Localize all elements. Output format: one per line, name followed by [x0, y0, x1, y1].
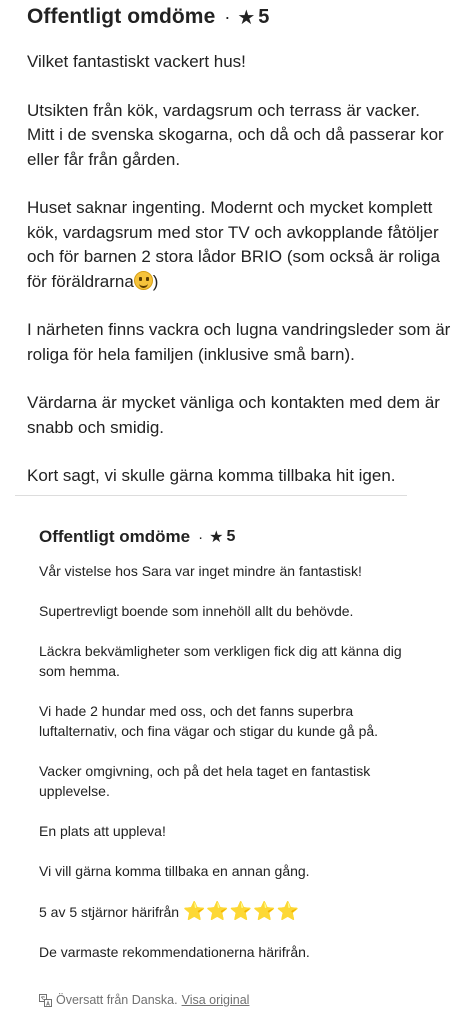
review-paragraph: En plats att uppleva! [39, 823, 166, 839]
review-paragraph-text: Huset saknar ingenting. Modernt och mycket komplett kök, vardagsrum med stor TV och avkopplande fåtöljer och för barnen 2 stora lådor BRIO (som också är roliga för föräldrarna [27, 198, 440, 291]
rating-value: 5 [226, 528, 236, 545]
review-paragraph: Vacker omgivning, och på det hela taget en fantastisk upplevelse. [39, 763, 371, 799]
review-title: Offentligt omdöme [39, 527, 191, 546]
review-card-1 [27, 0, 452, 513]
review-paragraph: Vilket fantastiskt vackert hus! [27, 52, 246, 71]
rating-value: 5 [258, 5, 270, 28]
separator-dot: · [224, 7, 231, 27]
review-paragraph: Värdarna är mycket vänliga och kontakten med dem är snabb och smidig. [27, 393, 440, 437]
review-paragraph: Kort sagt, vi skulle gärna komma tillbaka hit igen. [27, 466, 396, 485]
review-paragraph: Vår vistelse hos Sara var inget mindre än fantastisk! [39, 563, 362, 579]
grinning-face-icon [134, 271, 153, 290]
review-paragraph: Läckra bekvämligheter som verkligen fick dig att känna dig som hemma. [39, 643, 402, 679]
review-paragraph: De varmaste rekommendationerna härifrån. [39, 944, 310, 960]
separator-dot: · [198, 528, 204, 546]
section-divider [15, 495, 407, 496]
review-paragraph [27, 196, 452, 294]
translation-footer [39, 993, 249, 1007]
review-card-2 [39, 522, 419, 982]
review-header [39, 522, 419, 552]
review-body [27, 50, 452, 489]
review-paragraph [39, 901, 419, 922]
show-original-link[interactable]: Visa original [181, 993, 250, 1007]
star-icon: ★ [237, 6, 256, 29]
translate-icon [39, 994, 52, 1007]
review-paragraph-suffix: ) [152, 271, 159, 291]
review-title: Offentligt omdöme [27, 5, 216, 28]
review-paragraph: I närheten finns vackra och lugna vandringsleder som är roliga för hela familjen (inklusive små barn). [27, 320, 451, 364]
review-paragraph: Vi vill gärna komma tillbaka en annan gång. [39, 863, 310, 879]
review-header [27, 0, 452, 34]
review-paragraph-text: 5 av 5 stjärnor härifrån [39, 904, 180, 920]
review-paragraph: Supertrevligt boende som innehöll allt du behövde. [39, 603, 354, 619]
five-stars-icon: ⭐⭐⭐⭐⭐ [182, 901, 301, 921]
review-paragraph: Utsikten från kök, vardagsrum och terrass är vacker. Mitt i de svenska skogarna, och då och då passerar kor eller får från gården. [27, 100, 444, 169]
review-paragraph: Vi hade 2 hundar med oss, och det fanns superbra luftalternativ, och fina vägar och stigar du kunde gå på. [39, 703, 379, 739]
star-icon: ★ [209, 529, 224, 546]
review-body [39, 561, 419, 962]
translated-from-text: Översatt från Danska. [56, 993, 178, 1007]
